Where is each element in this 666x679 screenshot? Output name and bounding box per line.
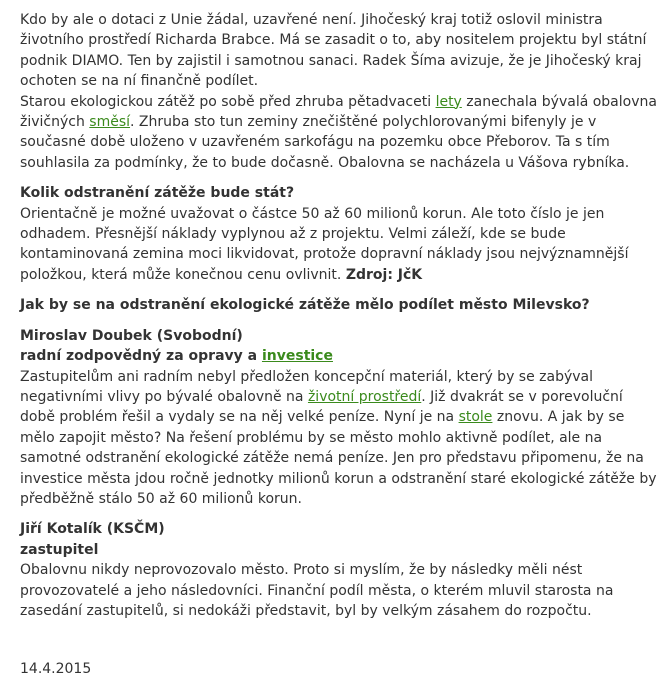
keyword-link-smesi[interactable]: směsí — [89, 114, 131, 131]
person1-name: Miroslav Doubek (Svobodní) — [20, 327, 243, 344]
person1-statement — [20, 367, 660, 510]
paragraph-history — [20, 92, 660, 174]
question-city-heading: Jak by se na odstranění ekologické zátěže mělo podílet město Milevsko? — [20, 297, 590, 314]
person1-role — [20, 346, 660, 366]
article-body — [20, 10, 660, 621]
person2-name: Jiří Kotalík (KSČM) — [20, 521, 165, 538]
paragraph-intro: Kdo by ale o dotaci z Unie žádal, uzavřené není. Jihočeský kraj totiž oslovil ministra životního prostředí Richarda Brabce. Má se zasadit o to, aby nositelem projektu byl státní podnik DIAMO. Ten by zajistil i samotnou sanaci. Radek Šíma avizuje, že je Jihočeský kraj ochoten se na ní finančně podílet. — [20, 12, 647, 90]
question-cost-text: Orientačně je možné uvažovat o částce 50 až 60 milionů korun. Ale toto číslo je jen odhadem. Přesnější náklady vyplynou až z projektu. Velmi záleží, kde se bude kontaminovaná zemina moci likvidovat, protože dopravní náklady jsou nejvýznamnější položkou, která může konečnou cenu ovlivnit. — [20, 205, 629, 283]
publish-date: 14.4.2015 — [20, 661, 92, 677]
person1-statement-text-3: znovu. A jak by se mělo zapojit město? Na řešení problému by se město mohlo aktivně podílet, ale na samotné odstranění ekologické zátěže nemá peníze. Jen pro představu připomenu, že na investice města jdou ročně jednotky milionů korun a odstranění staré ekologické zátěže by předběžně stálo 50 až 60 milionů korun. — [20, 409, 657, 507]
person1-role-text: radní zodpovědný za opravy a — [20, 348, 262, 365]
person1-statement-text-1: Zastupitelům ani radním nebyl předložen koncepční materiál, který by se zabýval negativními vlivy po bývalé obalovně na — [20, 368, 594, 405]
question-cost-answer — [20, 204, 660, 286]
keyword-link-lety[interactable]: lety — [435, 93, 462, 110]
person2-statement: Obalovnu nikdy neprovozovalo město. Proto si myslím, že by následky měli nést provozovatelé a jeho následovníci. Finanční podíl města, o kterém mluvil starosta na zasedání zastupitelů, si nedokáži představit, byl by velkým zásahem do rozpočtu. — [20, 562, 614, 619]
keyword-link-stole[interactable]: stole — [458, 409, 493, 426]
source-label: Zdroj: JčK — [345, 266, 423, 283]
person1-statement-text-2: . Již dvakrát se v porevoluční době problém řešil a vydaly se na něj velké peníze. Nyní je na — [20, 388, 623, 426]
question-cost-heading: Kolik odstranění zátěže bude stát? — [20, 185, 295, 202]
keyword-link-investice[interactable]: investice — [261, 348, 333, 365]
person2-role: zastupitel — [20, 541, 99, 558]
paragraph-history-text-3: . Zhruba sto tun zeminy znečištěné polychlorovanými bifenyly je v současné době uloženo v uzavřeném sarkofágu na pozemku obce Přeborov. Ta s tím souhlasila za podmínky, že to bude dočasně. Obalovna se nacházela u Vášova rybníka. — [20, 114, 630, 171]
paragraph-history-text-1: Starou ekologickou zátěž po sobě před zhruba pětadvaceti — [20, 93, 436, 110]
keyword-link-zivotni-prostredi[interactable]: životní prostředí — [307, 388, 422, 405]
paragraph-history-text-2: zanechala bývalá obalovna živičných — [20, 93, 657, 131]
